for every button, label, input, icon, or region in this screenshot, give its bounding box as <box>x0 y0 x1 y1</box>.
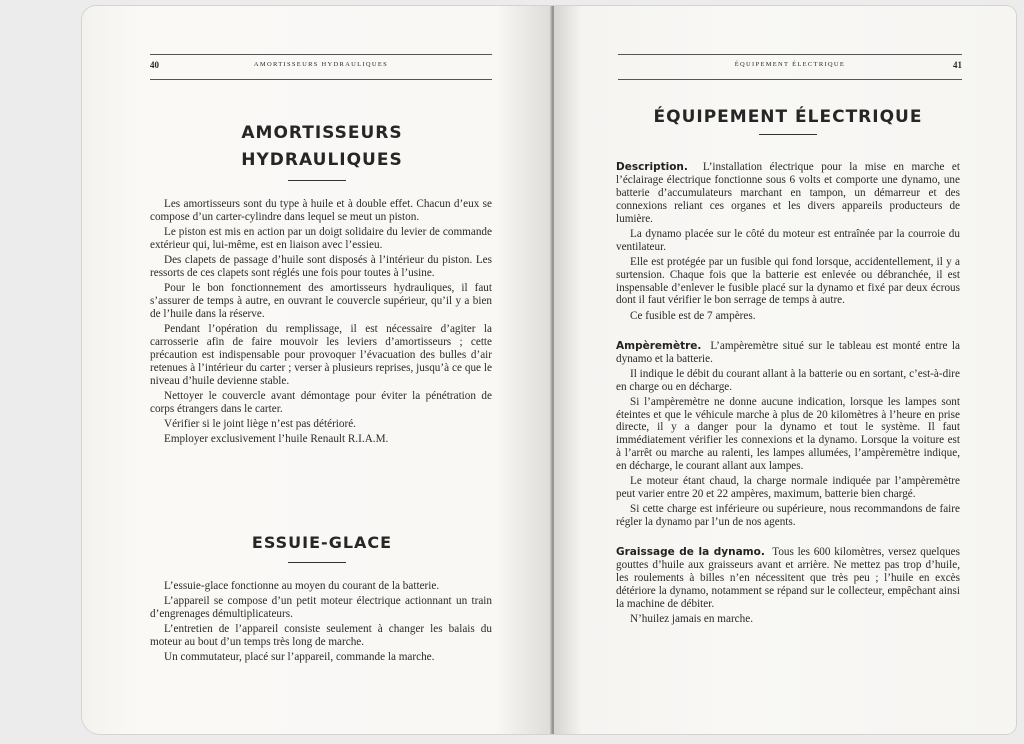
paragraph: Le moteur étant chaud, la charge normale indiquée par l’ampèremètre peut varier entre 20 et 22 ampères, maximum, batterie bien chargé. <box>616 475 960 501</box>
paragraph: Si l’ampèremètre ne donne aucune indication, lorsque les lampes sont éteintes et que le véhicule marche à plus de 20 kilomètres à l’heure en prise directe, il y a danger pour la dynamo et tout le système. Il faut immédiatement vérifier les connexions et la dynamo. Lorsque la voiture est à l’arrêt ou marche au ralenti, les lampes allumées, l’ampèremètre indique, en décharge, le courant allant aux lampes. <box>616 395 960 473</box>
paragraph: Il indique le débit du courant allant à la batterie ou en sortant, c’est-à-dire en charge ou en décharge. <box>616 367 960 393</box>
paragraph: Les amortisseurs sont du type à huile et à double effet. Chacun d’eux se compose d’un carter-cylindre dans lequel se meut un piston. <box>150 198 492 223</box>
section-title-equipement: ÉQUIPEMENT ÉLECTRIQUE <box>653 107 923 127</box>
page-number: 41 <box>953 60 962 70</box>
right-page <box>554 6 1016 734</box>
paragraph: Employer exclusivement l’huile Renault R.I.A.M. <box>164 432 389 445</box>
book-spread <box>82 6 1016 734</box>
paragraph: Vérifier si le joint liège n’est pas détérioré. <box>164 417 356 430</box>
title-rule <box>759 134 817 135</box>
paragraph: Le piston est mis en action par un doigt solidaire du levier de commande extérieur qui, lui-même, est en liaison avec l’essieu. <box>150 226 492 251</box>
paragraph: L’ampèremètre situé sur le tableau est monté entre la dynamo et la batterie. <box>616 339 961 365</box>
amperemetre-heading: Ampèremètre. <box>616 339 702 352</box>
graissage-lead <box>616 546 960 611</box>
page-number: 40 <box>150 60 159 70</box>
title-rule <box>288 562 346 563</box>
paragraph: Pendant l’opération du remplissage, il est nécessaire d’agiter la carrosserie afin de faire mouvoir les leviers d’amortisseurs ; cette précaution est indispensable pour provoquer l’évacuation des bulles d’air retenues à l’intérieur du carter ; verser à plusieurs reprises, jusqu’à ce que le niveau d’huile devienne stable. <box>150 322 492 387</box>
paragraph: Des clapets de passage d’huile sont disposés à l’intérieur du piston. Les ressorts de ces clapets sont réglés une fois pour toutes à l’usine. <box>150 254 492 279</box>
paragraph: L’essuie-glace fonctionne au moyen du courant de la batterie. <box>164 580 440 592</box>
graissage-heading: Graissage de la dynamo. <box>616 546 765 559</box>
description-heading: Description. <box>616 161 688 173</box>
equipement-body <box>616 158 960 628</box>
title-rule <box>288 180 346 181</box>
paragraph: Un commutateur, placé sur l’appareil, commande la marche. <box>164 651 435 664</box>
running-header-left <box>150 54 492 80</box>
paragraph: Nettoyer le couvercle avant démontage pour éviter la pénétration de corps étrangers dans le carter. <box>150 389 492 415</box>
paragraph: La dynamo placée sur le côté du moteur est entraînée par la courroie du ventilateur. <box>616 227 960 253</box>
amperemetre-lead <box>616 340 960 366</box>
left-page <box>82 6 552 734</box>
paragraph: Ce fusible est de 7 ampères. <box>630 309 756 322</box>
running-header-right <box>618 54 962 80</box>
title-line: HYDRAULIQUES <box>241 150 403 170</box>
running-title: ÉQUIPEMENT ÉLECTRIQUE <box>734 61 846 68</box>
paragraph: Si cette charge est inférieure ou supérieure, nous recommandons de faire régler la dynamo par l’un de nos agents. <box>616 503 960 529</box>
paragraph: N’huilez jamais en marche. <box>630 612 754 625</box>
description-lead <box>616 161 960 226</box>
paragraph: L’entretien de l’appareil consiste seulement à changer les balais du moteur au bout d’un temps très long de marche. <box>150 623 492 648</box>
paragraph: Elle est protégée par un fusible qui fond lorsque, accidentellement, il y a surtension. Chaque fois que la batterie est enlevée ou débranchée, il est inspensable d’enlever le fusible placé sur la dynamo et fixé par deux écrous dont il faut vérifier le bon serrage de temps à autre. <box>616 255 960 307</box>
section-title-amortisseurs <box>162 120 482 174</box>
paragraph: L’installation électrique pour la mise en marche et l’éclairage électrique fonctionne sous 6 volts et comporte une dynamo, une batterie d’accumulateurs marchant en tampon, un démarreur et des connexions reliant ces organes et les divers appareils producteurs de lumière. <box>616 161 961 225</box>
section-title-essuie-glace: ESSUIE-GLACE <box>251 533 393 552</box>
paragraph: Pour le bon fonctionnement des amortisseurs hydrauliques, il faut s’assurer de temps à autre, en ouvrant le couvercle supérieur, qu’il y a bien de l’huile dans la réserve. <box>150 282 492 320</box>
essuie-glace-body <box>150 580 492 666</box>
paragraph: L’appareil se compose d’un petit moteur électrique actionnant un train d’engrenages démultiplicateurs. <box>150 595 492 620</box>
running-title: AMORTISSEURS HYDRAULIQUES <box>253 61 389 68</box>
paragraph: Tous les 600 kilomètres, versez quelques gouttes d’huile aux graisseurs avant et arrière. Ne mettez pas trop d’huile, les roulements à billes n’en nécessitent que très peu ; l’huile en excès détériore la dynamo, notamment se répand sur le collecteur, empêchant ainsi la machine de débiter. <box>616 546 961 610</box>
amortisseurs-body <box>150 198 492 448</box>
title-line: AMORTISSEURS <box>241 123 403 143</box>
